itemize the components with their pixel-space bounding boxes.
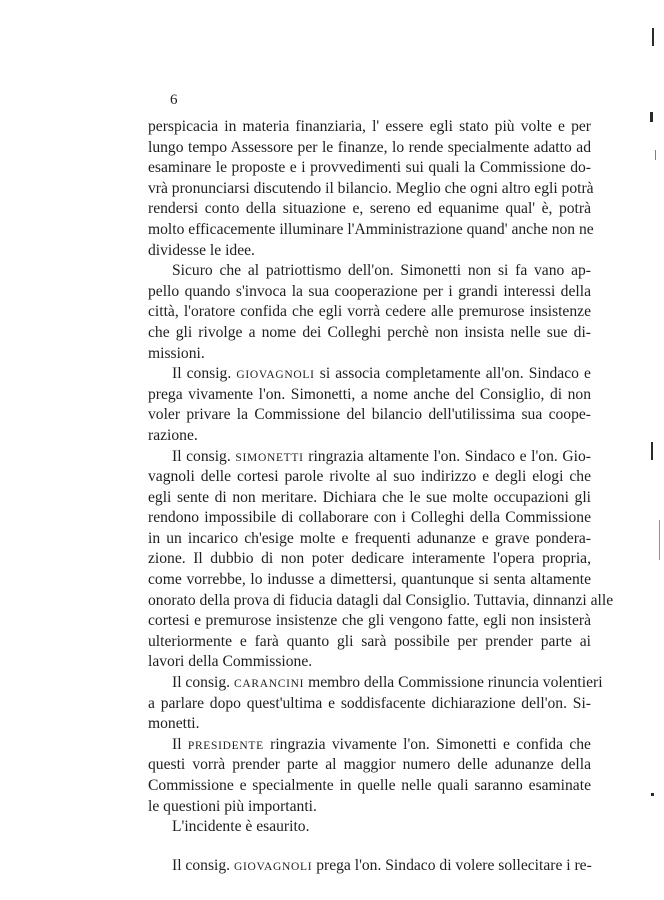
text-line: molto efficacemente illuminare l'Amministrazione quand' anche non ne	[148, 220, 594, 238]
text-fragment: ringrazia altamente l'on. Sindaco e l'on. Gio-	[308, 447, 592, 465]
document-body	[148, 117, 614, 876]
text-line: egli sente di non meritare. Dichiara che le sue molte occupazioni gli	[148, 488, 591, 506]
text-fragment: si associa completamente all'on. Sindaco e	[319, 365, 591, 383]
scan-edge-mark	[652, 28, 654, 46]
speaker-name: SIMONETTI	[235, 451, 304, 464]
paragraph-gap	[148, 838, 591, 856]
text-line: che gli rivolge a nome dei Colleghi perchè non insista nelle sue di-	[148, 323, 591, 341]
text-line: L'incidente è esaurito.	[172, 818, 310, 836]
text-line: prega vivamente l'on. Simonetti, a nome anche del Consiglio, di non	[148, 385, 591, 403]
text-line: esaminare le proposte e i provvedimenti sui quali la Commissione do-	[148, 159, 591, 177]
text-fragment: Il consig.	[172, 674, 231, 692]
text-line: onorato della prova di fiducia datagli dal Consiglio. Tuttavia, dinnanzi alle	[148, 591, 614, 609]
scan-edge-mark	[659, 520, 660, 560]
text-line: Commissione e specialmente in quelle nelle quali saranno esaminate	[148, 777, 591, 794]
text-line: rendono impossibile di collaborare con i Colleghi della Commissione	[148, 509, 591, 527]
page-number: 6	[170, 92, 178, 108]
text-fragment: Il consig.	[172, 365, 232, 383]
scan-edge-mark	[655, 150, 656, 160]
speaker-name: CARANCINI	[233, 678, 305, 691]
text-line: vrà pronunciarsi discutendo il bilancio. Meglio che ogni altro egli potrà	[148, 179, 594, 197]
text-line: lavori della Commissione.	[148, 653, 313, 671]
text-fragment: prega l'on. Sindaco di volere sollecitare i re-	[316, 856, 592, 874]
speaker-name: GIOVAGNOLI	[236, 369, 315, 382]
text-line: rendersi conto della situazione e, sereno ed equanime qual' è, potrà	[148, 200, 591, 218]
text-line	[148, 447, 591, 468]
speaker-name: PRESIDENTE	[187, 739, 264, 752]
text-line	[148, 673, 603, 694]
text-line: dividesse le idee.	[148, 241, 255, 259]
text-line: cortesi e premurose insistenze che gli vengono fatte, egli non insisterà	[148, 612, 591, 630]
text-line: città, l'oratore confida che egli vorrà cedere alle premurose insistenze	[148, 303, 591, 321]
text-line	[148, 364, 591, 385]
text-line: pello quando s'invoca la sua cooperazione per i grandi interessi della	[148, 282, 591, 300]
text-fragment: Il	[172, 735, 182, 753]
text-fragment: Il consig.	[172, 447, 231, 465]
text-line: in un incarico ch'esige molte e frequenti adunanze e grave pondera-	[148, 529, 591, 547]
text-line	[148, 735, 591, 756]
text-line: questi vorrà prender parte al maggior numero delle adunanze della	[148, 756, 591, 774]
text-line: a parlare dopo quest'ultima e soddisfacente dichiarazione dell'on. Si-	[148, 694, 591, 712]
text-fragment: ringrazia vivamente l'on. Simonetti e confida che	[270, 735, 591, 753]
text-line: monetti.	[148, 715, 200, 733]
scan-edge-mark	[651, 442, 653, 460]
text-line: vagnoli delle cortesi parole rivolte al suo indirizzo e degli elogi che	[148, 468, 591, 486]
scan-edge-mark	[650, 112, 653, 122]
speaker-name: GIOVAGNOLI	[233, 860, 313, 873]
text-line: missioni.	[148, 344, 205, 362]
scan-edge-mark	[651, 793, 654, 796]
text-line: razione.	[148, 426, 198, 444]
text-line: voler privare la Commissione del bilancio dell'utilissima sua coope-	[148, 406, 591, 424]
text-line: ulteriormente e farà quanto gli sarà possibile per prender parte ai	[148, 632, 591, 650]
text-fragment: membro della Commissione rinuncia volentieri	[308, 674, 603, 692]
text-line	[148, 856, 591, 877]
text-line: lungo tempo Assessore per le finanze, lo rende specialmente adatto ad	[148, 138, 591, 156]
text-line: come vorrebbe, lo indusse a dimettersi, quantunque si senta altamente	[148, 571, 591, 589]
text-line: perspicacia in materia finanziaria, l' essere egli stato più volte e per	[148, 118, 591, 135]
text-fragment: Il consig.	[172, 856, 231, 874]
text-line: zione. Il dubbio di non poter dedicare interamente l'opera propria,	[148, 550, 591, 568]
text-line: Sicuro che al patriottismo dell'on. Simonetti non si fa vano ap-	[172, 262, 591, 280]
text-line: le questioni più importanti.	[148, 797, 317, 815]
